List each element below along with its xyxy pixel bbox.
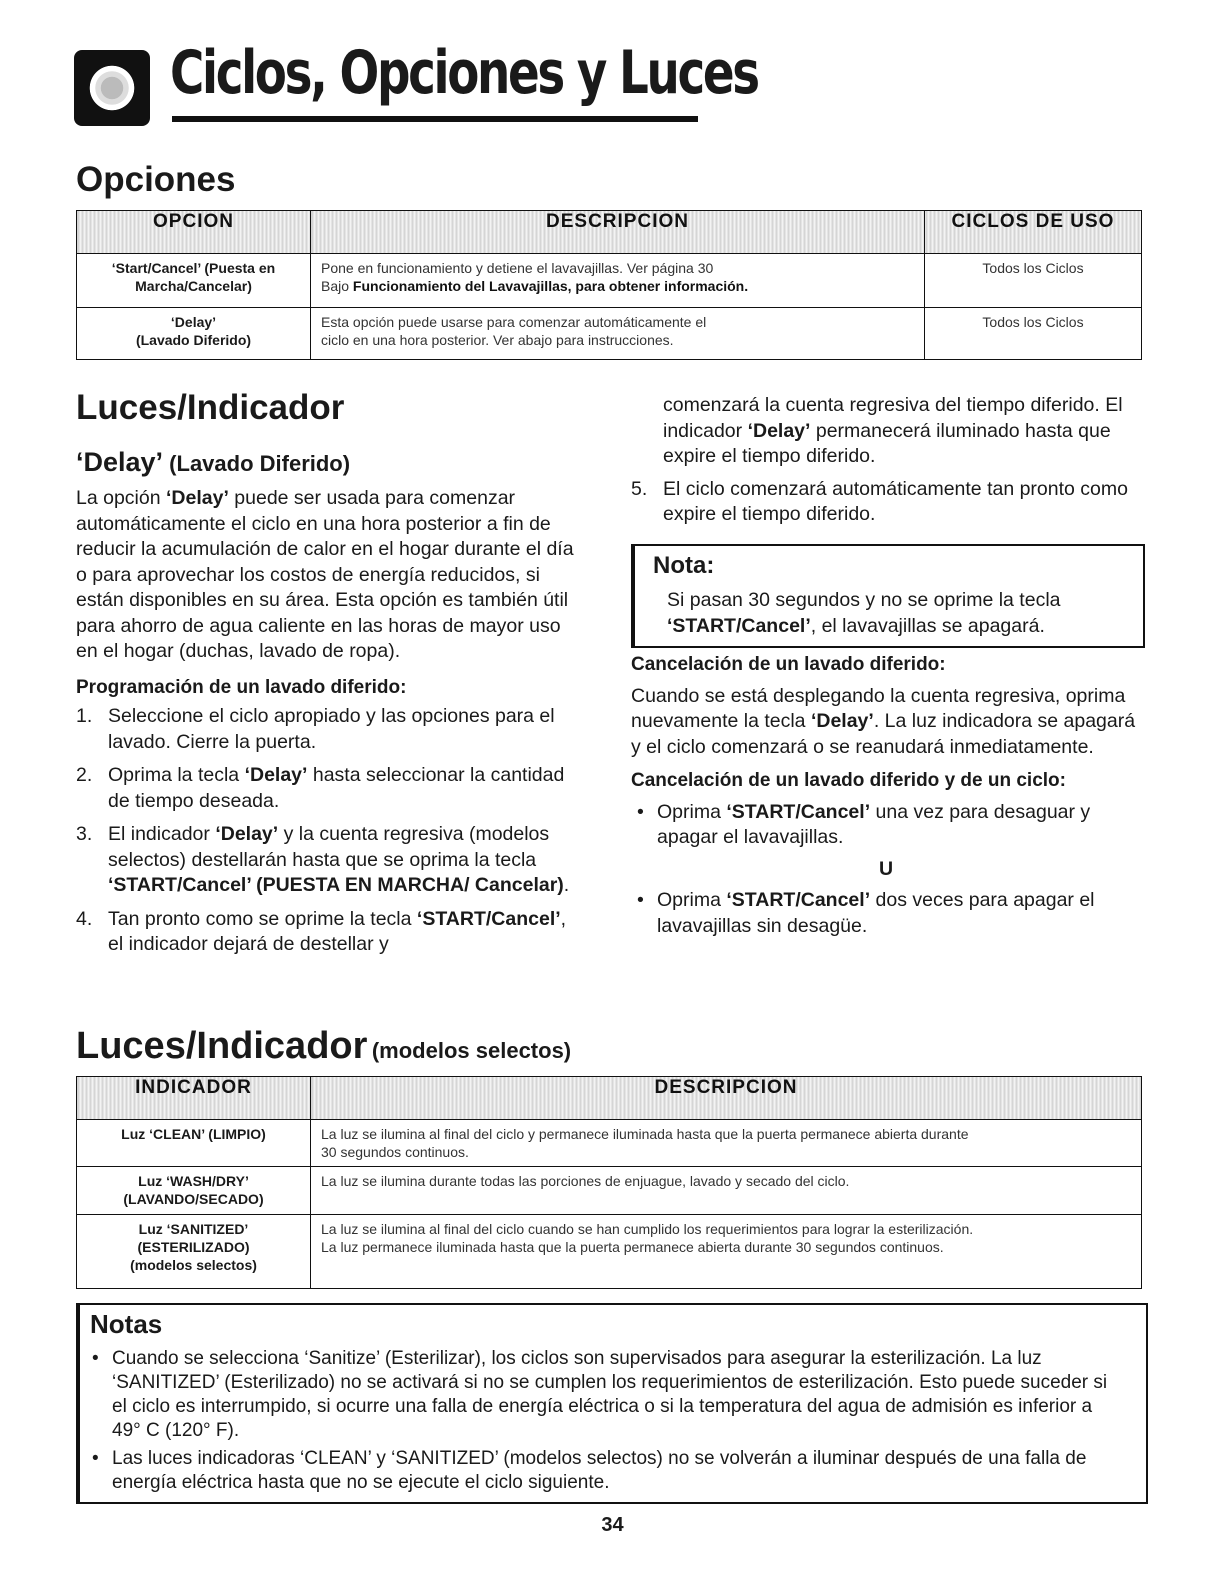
nota-text: Si pasan 30 segundos y no se oprime la tecla ‘START/Cancel’, el lavavajillas se apagará.	[667, 589, 1061, 637]
left-column	[76, 486, 586, 958]
page-title: Ciclos, Opciones y Luces	[170, 38, 758, 108]
option-name: ‘Delay’ (Lavado Diferido)	[77, 308, 311, 360]
indicator-name: Luz ‘CLEAN’ (LIMPIO)	[77, 1120, 311, 1167]
indicador-heading: Luces/Indicador (modelos selectos)	[76, 1025, 572, 1067]
indicador-table	[76, 1076, 1142, 1289]
indicator-description: La luz se ilumina al final del ciclo cuando se han cumplido los requerimientos para lograr la esterilización. La luz permanece iluminada hasta que la puerta permanece abierta durante 30 segundos continuos.	[311, 1215, 1142, 1289]
option-description: Esta opción puede usarse para comenzar automáticamente el ciclo en una hora posterior. Ver abajo para instrucciones.	[311, 308, 925, 360]
list-item: 3. El indicador ‘Delay’ y la cuenta regresiva (modelos selectos) destellarán hasta que se oprima la tecla ‘START/Cancel’ (PUESTA EN MARCHA/ Cancelar).	[76, 823, 570, 896]
list-item: 5. El ciclo comenzará automáticamente tan pronto como expire el tiempo diferido.	[631, 477, 1128, 525]
table-row	[77, 1215, 1142, 1289]
indicator-name: Luz ‘WASH/DRY’ (LAVANDO/SECADO)	[77, 1167, 311, 1215]
column-header: INDICADOR	[77, 1077, 311, 1120]
indicator-description: La luz se ilumina al final del ciclo y permanece iluminada hasta que la puerta permanece abierta durante 30 segundos continuos.	[311, 1120, 1142, 1167]
table-header-row	[77, 211, 1142, 254]
table-header-row	[77, 1077, 1142, 1120]
list-item: 1. Seleccione el ciclo apropiado y las opciones para el lavado. Cierre la puerta.	[76, 705, 555, 753]
list-item: 2. Oprima la tecla ‘Delay’ hasta seleccionar la cantidad de tiempo deseada.	[76, 764, 565, 812]
or-separator: U	[878, 857, 894, 880]
list-item: • Oprima ‘START/Cancel’ una vez para desaguar y apagar el lavavajillas.	[637, 800, 1091, 848]
dishwasher-dial-icon	[74, 50, 150, 126]
list-item: • Oprima ‘START/Cancel’ dos veces para apagar el lavavajillas sin desagüe.	[637, 889, 1095, 937]
list-item: • Cuando se selecciona ‘Sanitize’ (Esterilizar), los ciclos son supervisados para asegurar la esterilización. La luz ‘SANITIZED’ (Esterilizado) no se activará si no se cumplen los requerimientos de esterilización. Esto puede suceder si el ciclo es interrumpido, si ocurre una falla de energía eléctrica o si la temperatura del agua de admisión es inferior a 49° C (120° F).	[92, 1348, 1108, 1441]
delay-subheading: ‘Delay’ (Lavado Diferido)	[76, 447, 351, 477]
list-item-continuation: comenzará la cuenta regresiva del tiempo diferido. El indicador ‘Delay’ permanecerá iluminado hasta que expire el tiempo diferido.	[663, 394, 1123, 467]
option-description: Pone en funcionamiento y detiene el lavavajillas. Ver página 30 Bajo Funcionamiento del Lavavajillas, para obtener información.	[311, 254, 925, 308]
table-row	[77, 308, 1142, 360]
column-header: DESCRIPCION	[311, 1077, 1142, 1120]
opciones-table	[76, 210, 1142, 360]
programacion-heading: Programación de un lavado diferido:	[76, 676, 407, 698]
right-column-top	[631, 393, 1141, 528]
table-row	[77, 254, 1142, 308]
cancel-cycle-heading: Cancelación de un lavado diferido y de un ciclo:	[631, 770, 1066, 791]
nota-box	[631, 544, 1145, 648]
title-underline	[172, 116, 698, 122]
cancel-text: Cuando se está desplegando la cuenta regresiva, oprima nuevamente la tecla ‘Delay’. La luz indicadora se apagará y el ciclo comenzará o se reanudará inmediatamente.	[631, 684, 1136, 758]
indicator-description: La luz se ilumina durante todas las porciones de enjuague, lavado y secado del ciclo.	[311, 1167, 1142, 1215]
delay-intro: La opción ‘Delay’ puede ser usada para comenzar automáticamente el ciclo en una hora posterior a fin de reducir la acumulación de calor en el hogar durante el día o para aprovechar los costos de energía reducidos, si están disponibles en su área. Esta opción es también útil para ahorro de agua caliente en las horas de mayor uso en el hogar (duchas, lavado de ropa).	[76, 487, 574, 662]
cancel-heading: Cancelación de un lavado diferido:	[631, 654, 946, 675]
opciones-heading: Opciones	[76, 160, 236, 199]
table-row	[77, 1120, 1142, 1167]
luces-heading: Luces/Indicador	[76, 388, 345, 427]
column-header: CICLOS DE USO	[925, 211, 1142, 254]
option-cycles: Todos los Ciclos	[925, 254, 1142, 308]
right-column-bottom	[631, 652, 1141, 939]
notas-box	[76, 1303, 1148, 1504]
nota-title: Nota:	[653, 552, 715, 579]
indicator-name: Luz ‘SANITIZED’ (ESTERILIZADO) (modelos selectos)	[77, 1215, 311, 1289]
option-cycles: Todos los Ciclos	[925, 308, 1142, 360]
list-item: 4. Tan pronto como se oprime la tecla ‘START/Cancel’, el indicador dejará de destellar y	[76, 907, 567, 955]
option-name: ‘Start/Cancel’ (Puesta en Marcha/Cancelar)	[77, 254, 311, 308]
table-row	[77, 1167, 1142, 1215]
list-item: • Las luces indicadoras ‘CLEAN’ y ‘SANITIZED’ (modelos selectos) no se volverán a iluminar después de una falla de energía eléctrica hasta que no se ejecute el ciclo siguiente.	[92, 1448, 1087, 1493]
notas-list	[86, 1347, 1116, 1495]
page-number: 34	[601, 1514, 624, 1536]
column-header: OPCION	[77, 211, 311, 254]
column-header: DESCRIPCION	[311, 211, 925, 254]
notas-title: Notas	[90, 1309, 163, 1339]
